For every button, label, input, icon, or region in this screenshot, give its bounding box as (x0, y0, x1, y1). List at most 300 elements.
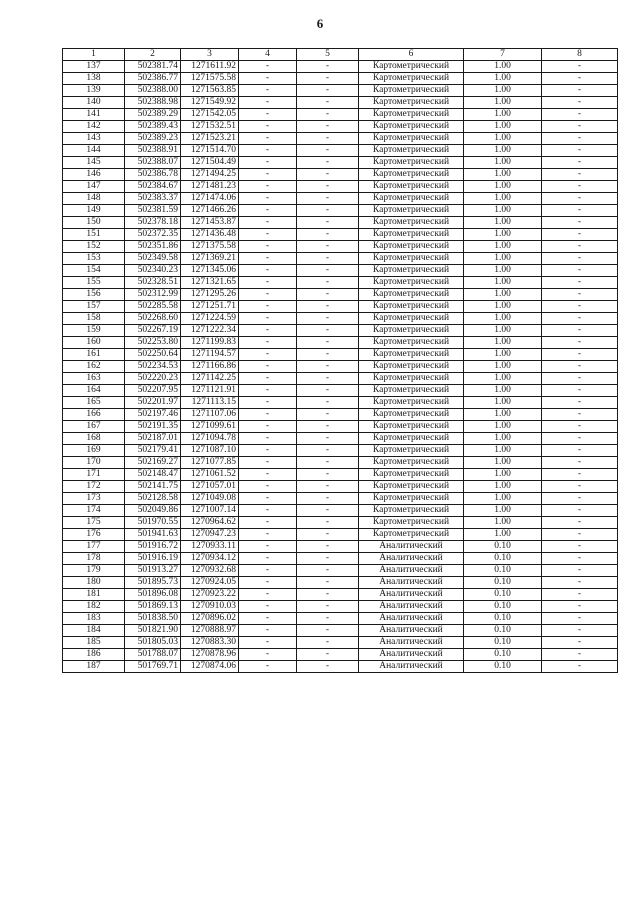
col4-cell: - (239, 457, 297, 469)
y-coordinate-cell: 1270896.02 (181, 613, 239, 625)
col5-cell: - (297, 385, 359, 397)
col8-cell: - (542, 373, 618, 385)
y-coordinate-cell: 1270947.23 (181, 529, 239, 541)
y-coordinate-cell: 1271087.10 (181, 445, 239, 457)
method-cell: Картометрический (359, 121, 464, 133)
point-number-cell: 163 (63, 373, 125, 385)
method-cell: Картометрический (359, 109, 464, 121)
y-coordinate-cell: 1271077.85 (181, 457, 239, 469)
point-number-cell: 143 (63, 133, 125, 145)
accuracy-cell: 1.00 (464, 505, 542, 517)
method-cell: Аналитический (359, 625, 464, 637)
col5-cell: - (297, 577, 359, 589)
y-coordinate-cell: 1271494.25 (181, 169, 239, 181)
y-coordinate-cell: 1271061.52 (181, 469, 239, 481)
col4-cell: - (239, 361, 297, 373)
column-header: 4 (239, 49, 297, 61)
accuracy-cell: 0.10 (464, 565, 542, 577)
accuracy-cell: 1.00 (464, 181, 542, 193)
col5-cell: - (297, 109, 359, 121)
col8-cell: - (542, 121, 618, 133)
column-header: 6 (359, 49, 464, 61)
col4-cell: - (239, 409, 297, 421)
col4-cell: - (239, 661, 297, 673)
col4-cell: - (239, 517, 297, 529)
page-number: 6 (316, 16, 324, 31)
table-row (63, 289, 618, 301)
y-coordinate-cell: 1271295.26 (181, 289, 239, 301)
col8-cell: - (542, 649, 618, 661)
table-row (63, 169, 618, 181)
y-coordinate-cell: 1271436.48 (181, 229, 239, 241)
point-number-cell: 139 (63, 85, 125, 97)
col8-cell: - (542, 493, 618, 505)
x-coordinate-cell: 502388.98 (125, 97, 181, 109)
method-cell: Картометрический (359, 241, 464, 253)
y-coordinate-cell: 1270923.22 (181, 589, 239, 601)
col8-cell: - (542, 625, 618, 637)
col8-cell: - (542, 109, 618, 121)
x-coordinate-cell: 501913.27 (125, 565, 181, 577)
table-row (63, 409, 618, 421)
method-cell: Картометрический (359, 97, 464, 109)
column-header: 8 (542, 49, 618, 61)
col4-cell: - (239, 649, 297, 661)
x-coordinate-cell: 502234.53 (125, 361, 181, 373)
point-number-cell: 145 (63, 157, 125, 169)
col5-cell: - (297, 85, 359, 97)
table-row (63, 241, 618, 253)
method-cell: Картометрический (359, 349, 464, 361)
table-row (63, 517, 618, 529)
col8-cell: - (542, 517, 618, 529)
accuracy-cell: 0.10 (464, 613, 542, 625)
col4-cell: - (239, 181, 297, 193)
method-cell: Аналитический (359, 589, 464, 601)
y-coordinate-cell: 1271514.70 (181, 145, 239, 157)
method-cell: Картометрический (359, 361, 464, 373)
accuracy-cell: 0.10 (464, 637, 542, 649)
col5-cell: - (297, 565, 359, 577)
col4-cell: - (239, 205, 297, 217)
col5-cell: - (297, 469, 359, 481)
method-cell: Картометрический (359, 301, 464, 313)
table-row (63, 541, 618, 553)
point-number-cell: 174 (63, 505, 125, 517)
method-cell: Аналитический (359, 649, 464, 661)
point-number-cell: 142 (63, 121, 125, 133)
accuracy-cell: 1.00 (464, 97, 542, 109)
x-coordinate-cell: 502285.58 (125, 301, 181, 313)
point-number-cell: 146 (63, 169, 125, 181)
col8-cell: - (542, 397, 618, 409)
y-coordinate-cell: 1271142.25 (181, 373, 239, 385)
col8-cell: - (542, 73, 618, 85)
col8-cell: - (542, 169, 618, 181)
x-coordinate-cell: 502250.64 (125, 349, 181, 361)
x-coordinate-cell: 502148.47 (125, 469, 181, 481)
point-number-cell: 178 (63, 553, 125, 565)
table-row (63, 433, 618, 445)
col8-cell: - (542, 301, 618, 313)
table-row (63, 577, 618, 589)
col8-cell: - (542, 445, 618, 457)
col8-cell: - (542, 241, 618, 253)
col4-cell: - (239, 349, 297, 361)
col4-cell: - (239, 313, 297, 325)
table-row (63, 109, 618, 121)
accuracy-cell: 1.00 (464, 325, 542, 337)
x-coordinate-cell: 502187.01 (125, 433, 181, 445)
col4-cell: - (239, 589, 297, 601)
col8-cell: - (542, 289, 618, 301)
col5-cell: - (297, 661, 359, 673)
accuracy-cell: 1.00 (464, 169, 542, 181)
x-coordinate-cell: 502388.00 (125, 85, 181, 97)
accuracy-cell: 0.10 (464, 553, 542, 565)
x-coordinate-cell: 502340.23 (125, 265, 181, 277)
accuracy-cell: 1.00 (464, 337, 542, 349)
y-coordinate-cell: 1271107.06 (181, 409, 239, 421)
col4-cell: - (239, 229, 297, 241)
table-row (63, 505, 618, 517)
accuracy-cell: 1.00 (464, 229, 542, 241)
accuracy-cell: 0.10 (464, 625, 542, 637)
y-coordinate-cell: 1271251.71 (181, 301, 239, 313)
x-coordinate-cell: 501895.73 (125, 577, 181, 589)
table-row (63, 445, 618, 457)
col4-cell: - (239, 193, 297, 205)
x-coordinate-cell: 502351.86 (125, 241, 181, 253)
accuracy-cell: 1.00 (464, 265, 542, 277)
y-coordinate-cell: 1270934.12 (181, 553, 239, 565)
y-coordinate-cell: 1271121.91 (181, 385, 239, 397)
col4-cell: - (239, 97, 297, 109)
x-coordinate-cell: 502381.59 (125, 205, 181, 217)
col5-cell: - (297, 553, 359, 565)
method-cell: Картометрический (359, 253, 464, 265)
table-row (63, 217, 618, 229)
y-coordinate-cell: 1271375.58 (181, 241, 239, 253)
col8-cell: - (542, 229, 618, 241)
point-number-cell: 170 (63, 457, 125, 469)
accuracy-cell: 0.10 (464, 589, 542, 601)
col8-cell: - (542, 433, 618, 445)
column-header: 3 (181, 49, 239, 61)
accuracy-cell: 1.00 (464, 253, 542, 265)
col8-cell: - (542, 553, 618, 565)
x-coordinate-cell: 502388.07 (125, 157, 181, 169)
col4-cell: - (239, 289, 297, 301)
method-cell: Картометрический (359, 433, 464, 445)
col8-cell: - (542, 577, 618, 589)
y-coordinate-cell: 1271523.21 (181, 133, 239, 145)
col4-cell: - (239, 505, 297, 517)
x-coordinate-cell: 502253.80 (125, 337, 181, 349)
table-row (63, 589, 618, 601)
col4-cell: - (239, 61, 297, 73)
accuracy-cell: 1.00 (464, 313, 542, 325)
y-coordinate-cell: 1271194.57 (181, 349, 239, 361)
point-number-cell: 177 (63, 541, 125, 553)
point-number-cell: 186 (63, 649, 125, 661)
col5-cell: - (297, 325, 359, 337)
col5-cell: - (297, 361, 359, 373)
table-row (63, 565, 618, 577)
method-cell: Картометрический (359, 73, 464, 85)
point-number-cell: 182 (63, 601, 125, 613)
col4-cell: - (239, 241, 297, 253)
y-coordinate-cell: 1270910.03 (181, 601, 239, 613)
table-row (63, 421, 618, 433)
col4-cell: - (239, 277, 297, 289)
x-coordinate-cell: 501896.08 (125, 589, 181, 601)
col4-cell: - (239, 301, 297, 313)
table-row (63, 277, 618, 289)
point-number-cell: 162 (63, 361, 125, 373)
col5-cell: - (297, 313, 359, 325)
point-number-cell: 156 (63, 289, 125, 301)
col4-cell: - (239, 553, 297, 565)
accuracy-cell: 1.00 (464, 385, 542, 397)
method-cell: Картометрический (359, 85, 464, 97)
accuracy-cell: 1.00 (464, 469, 542, 481)
point-number-cell: 183 (63, 613, 125, 625)
x-coordinate-cell: 501916.19 (125, 553, 181, 565)
col8-cell: - (542, 361, 618, 373)
y-coordinate-cell: 1271369.21 (181, 253, 239, 265)
x-coordinate-cell: 502389.23 (125, 133, 181, 145)
accuracy-cell: 1.00 (464, 217, 542, 229)
table-row (63, 361, 618, 373)
column-header: 1 (63, 49, 125, 61)
x-coordinate-cell: 502220.23 (125, 373, 181, 385)
table-row (63, 613, 618, 625)
x-coordinate-cell: 501869.13 (125, 601, 181, 613)
point-number-cell: 166 (63, 409, 125, 421)
method-cell: Картометрический (359, 61, 464, 73)
y-coordinate-cell: 1271222.34 (181, 325, 239, 337)
col4-cell: - (239, 265, 297, 277)
col5-cell: - (297, 649, 359, 661)
table-row (63, 157, 618, 169)
column-header: 2 (125, 49, 181, 61)
method-cell: Картометрический (359, 133, 464, 145)
col4-cell: - (239, 373, 297, 385)
point-number-cell: 138 (63, 73, 125, 85)
col4-cell: - (239, 541, 297, 553)
accuracy-cell: 1.00 (464, 109, 542, 121)
x-coordinate-cell: 501788.07 (125, 649, 181, 661)
col4-cell: - (239, 121, 297, 133)
accuracy-cell: 1.00 (464, 373, 542, 385)
method-cell: Картометрический (359, 229, 464, 241)
col8-cell: - (542, 349, 618, 361)
accuracy-cell: 1.00 (464, 85, 542, 97)
col8-cell: - (542, 61, 618, 73)
table-row (63, 325, 618, 337)
point-number-cell: 147 (63, 181, 125, 193)
table-row (63, 253, 618, 265)
y-coordinate-cell: 1271321.65 (181, 277, 239, 289)
col8-cell: - (542, 277, 618, 289)
table-row (63, 313, 618, 325)
y-coordinate-cell: 1271549.92 (181, 97, 239, 109)
col8-cell: - (542, 193, 618, 205)
col5-cell: - (297, 181, 359, 193)
point-number-cell: 149 (63, 205, 125, 217)
col8-cell: - (542, 481, 618, 493)
col5-cell: - (297, 421, 359, 433)
point-number-cell: 173 (63, 493, 125, 505)
col8-cell: - (542, 253, 618, 265)
col8-cell: - (542, 421, 618, 433)
accuracy-cell: 1.00 (464, 493, 542, 505)
x-coordinate-cell: 502388.91 (125, 145, 181, 157)
accuracy-cell: 1.00 (464, 445, 542, 457)
table-row (63, 625, 618, 637)
col5-cell: - (297, 601, 359, 613)
col4-cell: - (239, 433, 297, 445)
y-coordinate-cell: 1271094.78 (181, 433, 239, 445)
point-number-cell: 167 (63, 421, 125, 433)
method-cell: Картометрический (359, 157, 464, 169)
point-number-cell: 172 (63, 481, 125, 493)
col4-cell: - (239, 637, 297, 649)
col5-cell: - (297, 289, 359, 301)
point-number-cell: 180 (63, 577, 125, 589)
table-row (63, 601, 618, 613)
y-coordinate-cell: 1270888.97 (181, 625, 239, 637)
accuracy-cell: 1.00 (464, 61, 542, 73)
col5-cell: - (297, 625, 359, 637)
accuracy-cell: 1.00 (464, 193, 542, 205)
table-row (63, 265, 618, 277)
col8-cell: - (542, 469, 618, 481)
accuracy-cell: 1.00 (464, 481, 542, 493)
x-coordinate-cell: 502389.43 (125, 121, 181, 133)
method-cell: Аналитический (359, 541, 464, 553)
y-coordinate-cell: 1271224.59 (181, 313, 239, 325)
col5-cell: - (297, 613, 359, 625)
col5-cell: - (297, 541, 359, 553)
point-number-cell: 137 (63, 61, 125, 73)
col5-cell: - (297, 505, 359, 517)
col8-cell: - (542, 637, 618, 649)
y-coordinate-cell: 1271345.06 (181, 265, 239, 277)
col8-cell: - (542, 541, 618, 553)
method-cell: Картометрический (359, 277, 464, 289)
col8-cell: - (542, 613, 618, 625)
col8-cell: - (542, 313, 618, 325)
x-coordinate-cell: 502207.95 (125, 385, 181, 397)
accuracy-cell: 1.00 (464, 157, 542, 169)
col5-cell: - (297, 205, 359, 217)
accuracy-cell: 1.00 (464, 529, 542, 541)
table-row (63, 397, 618, 409)
method-cell: Картометрический (359, 409, 464, 421)
table-row (63, 193, 618, 205)
x-coordinate-cell: 502141.75 (125, 481, 181, 493)
x-coordinate-cell: 501838.50 (125, 613, 181, 625)
table-row (63, 337, 618, 349)
method-cell: Картометрический (359, 289, 464, 301)
col4-cell: - (239, 169, 297, 181)
col5-cell: - (297, 241, 359, 253)
method-cell: Аналитический (359, 601, 464, 613)
method-cell: Картометрический (359, 205, 464, 217)
table-row (63, 97, 618, 109)
accuracy-cell: 0.10 (464, 541, 542, 553)
point-number-cell: 175 (63, 517, 125, 529)
point-number-cell: 153 (63, 253, 125, 265)
col5-cell: - (297, 97, 359, 109)
col8-cell: - (542, 181, 618, 193)
col4-cell: - (239, 73, 297, 85)
table-row (63, 133, 618, 145)
col4-cell: - (239, 529, 297, 541)
y-coordinate-cell: 1271575.58 (181, 73, 239, 85)
method-cell: Картометрический (359, 469, 464, 481)
col5-cell: - (297, 349, 359, 361)
x-coordinate-cell: 501769.71 (125, 661, 181, 673)
method-cell: Аналитический (359, 613, 464, 625)
y-coordinate-cell: 1270964.62 (181, 517, 239, 529)
col8-cell: - (542, 409, 618, 421)
y-coordinate-cell: 1271057.01 (181, 481, 239, 493)
point-number-cell: 155 (63, 277, 125, 289)
col5-cell: - (297, 409, 359, 421)
x-coordinate-cell: 502349.58 (125, 253, 181, 265)
col4-cell: - (239, 145, 297, 157)
accuracy-cell: 0.10 (464, 661, 542, 673)
x-coordinate-cell: 502378.18 (125, 217, 181, 229)
y-coordinate-cell: 1271542.05 (181, 109, 239, 121)
method-cell: Картометрический (359, 337, 464, 349)
method-cell: Картометрический (359, 481, 464, 493)
x-coordinate-cell: 502197.46 (125, 409, 181, 421)
method-cell: Картометрический (359, 493, 464, 505)
point-number-cell: 165 (63, 397, 125, 409)
point-number-cell: 158 (63, 313, 125, 325)
x-coordinate-cell: 502312.99 (125, 289, 181, 301)
method-cell: Картометрический (359, 505, 464, 517)
col5-cell: - (297, 121, 359, 133)
point-number-cell: 144 (63, 145, 125, 157)
col5-cell: - (297, 481, 359, 493)
point-number-cell: 151 (63, 229, 125, 241)
table-row (63, 481, 618, 493)
y-coordinate-cell: 1271049.08 (181, 493, 239, 505)
accuracy-cell: 1.00 (464, 361, 542, 373)
accuracy-cell: 1.00 (464, 349, 542, 361)
point-number-cell: 152 (63, 241, 125, 253)
method-cell: Картометрический (359, 265, 464, 277)
col4-cell: - (239, 445, 297, 457)
point-number-cell: 159 (63, 325, 125, 337)
method-cell: Картометрический (359, 517, 464, 529)
x-coordinate-cell: 502268.60 (125, 313, 181, 325)
accuracy-cell: 1.00 (464, 517, 542, 529)
method-cell: Картометрический (359, 313, 464, 325)
accuracy-cell: 1.00 (464, 421, 542, 433)
col5-cell: - (297, 145, 359, 157)
col4-cell: - (239, 421, 297, 433)
method-cell: Картометрический (359, 169, 464, 181)
table-row (63, 661, 618, 673)
table-row (63, 301, 618, 313)
accuracy-cell: 1.00 (464, 301, 542, 313)
